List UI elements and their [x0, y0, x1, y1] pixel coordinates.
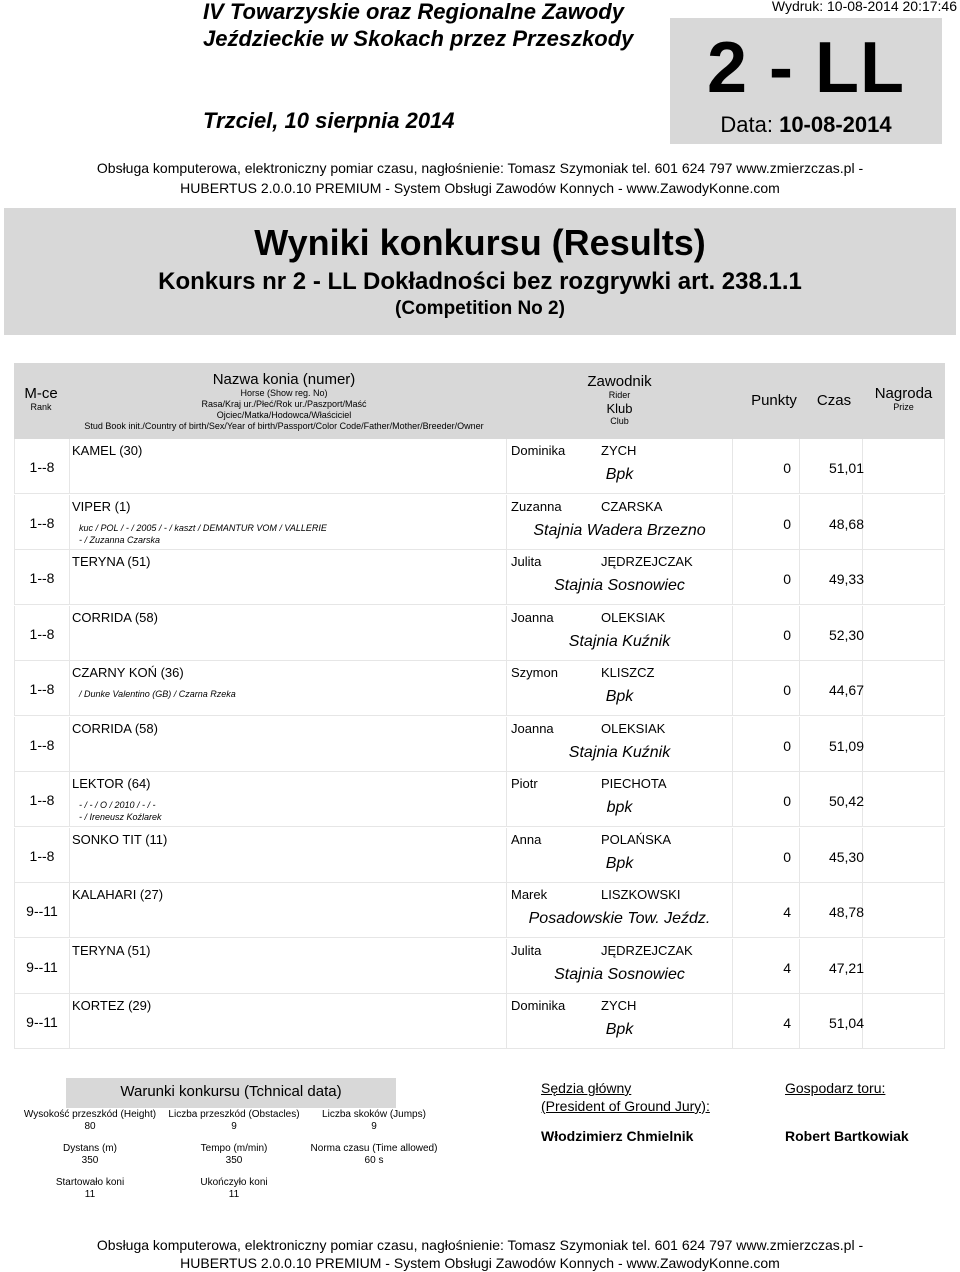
- horse-name: KORTEZ (29): [72, 998, 152, 1013]
- horse-cell: [69, 661, 507, 716]
- judge-block: [541, 1079, 710, 1145]
- rank: 1--8: [29, 514, 55, 531]
- table-row: [14, 883, 945, 938]
- started-label: Startowało koni: [55, 1177, 125, 1188]
- rank-cell: [14, 939, 70, 994]
- horse-name: KALAHARI (27): [72, 887, 164, 902]
- horse-name: TERYNA (51): [72, 942, 151, 958]
- rank: 1--8: [29, 625, 55, 642]
- speed-value: 350: [225, 1155, 243, 1166]
- table-row: [14, 939, 945, 994]
- points: 0: [783, 737, 791, 754]
- rider-last-name: POLAŃSKA: [601, 831, 672, 847]
- competition-subtitle: Konkurs nr 2 - LL Dokładności bez rozgrywki art. 238.1.1: [158, 268, 802, 295]
- distance-field: [15, 1143, 165, 1167]
- horse-name: SONKO TIT (11): [72, 831, 168, 847]
- horse-info-line1: / Dunke Valentino (GB) / Czarna Rzeka: [79, 689, 236, 699]
- time-cell: [800, 606, 863, 661]
- horse-cell: [69, 883, 507, 938]
- time-cell: [800, 495, 863, 550]
- horse-cell: [69, 717, 507, 772]
- points-cell: [733, 717, 800, 772]
- time-cell: [800, 828, 863, 883]
- points-cell: [733, 994, 800, 1049]
- rider-cell: [507, 883, 733, 938]
- jumps-label: Liczba skoków (Jumps): [322, 1109, 426, 1120]
- table-row: [14, 828, 945, 883]
- rider-last-name: ZYCH: [601, 443, 637, 458]
- time: 44,67: [828, 682, 864, 698]
- table-row: [14, 772, 945, 827]
- speed-field: [159, 1143, 309, 1167]
- time: 48,78: [828, 904, 864, 920]
- started-field: [15, 1177, 165, 1201]
- event-title: IV Towarzyskie oraz Regionalne Zawody Jeździeckie w Skokach przez Przeszkody: [203, 0, 634, 51]
- rider-cell: [507, 550, 733, 605]
- footer-line-1: Obsługa komputerowa, elektroniczny pomiar czasu, nagłośnienie: Tomasz Szymoniak tel. 601 624 797 www.zmierzczas.pl -: [96, 1237, 864, 1253]
- horse-cell: [69, 439, 507, 494]
- prize-cell: [863, 939, 945, 994]
- col-prize: [863, 385, 944, 413]
- time-cell: [800, 883, 863, 938]
- rider-first-name: Julita: [511, 554, 542, 569]
- rider-first-name: Joanna: [511, 609, 554, 625]
- obstacles-field: [159, 1109, 309, 1133]
- finished-field: [159, 1177, 309, 1201]
- rider-last-name: KLISZCZ: [601, 665, 655, 680]
- obstacles-value: 9: [231, 1121, 237, 1132]
- judge-label-en: (President of Ground Jury):: [541, 1098, 710, 1114]
- points: 0: [783, 793, 791, 809]
- points: 0: [783, 515, 791, 532]
- rank-cell: [14, 661, 70, 716]
- judge-name: Włodzimierz Chmielnik: [541, 1128, 694, 1144]
- club-name: Bpk: [605, 1021, 634, 1038]
- rider-cell: [507, 661, 733, 716]
- results-banner: [4, 208, 956, 335]
- points: 4: [783, 959, 791, 976]
- judge-label: Sędzia główny: [541, 1080, 632, 1096]
- time-cell: [800, 994, 863, 1049]
- speed-label: Tempo (m/min): [200, 1143, 268, 1154]
- points-cell: [733, 495, 800, 550]
- club-name: bpk: [606, 799, 633, 816]
- table-header: [14, 363, 945, 439]
- event-date: Trzciel, 10 sierpnia 2014: [203, 108, 455, 133]
- points-cell: [733, 606, 800, 661]
- time-cell: [800, 717, 863, 772]
- rank-cell: [14, 717, 70, 772]
- horse-cell: [69, 828, 507, 883]
- time: 49,33: [828, 571, 864, 587]
- date-label: Data:: [720, 112, 773, 137]
- horse-name: KAMEL (30): [72, 443, 143, 458]
- time-cell: [800, 772, 863, 827]
- rank: 1--8: [29, 847, 55, 864]
- horse-cell: [69, 495, 507, 550]
- rank-cell: [14, 439, 70, 494]
- rank: 9--11: [26, 958, 58, 975]
- time: 51,09: [828, 737, 864, 754]
- obstacles-label: Liczba przeszkód (Obstacles): [168, 1109, 300, 1120]
- rider-last-name: JĘDRZEJCZAK: [601, 554, 693, 569]
- time-cell: [800, 939, 863, 994]
- col-time: [806, 392, 862, 409]
- rank-cell: [14, 883, 70, 938]
- horse-name: CORRIDA (58): [72, 609, 158, 625]
- distance-value: 350: [81, 1155, 99, 1166]
- time-cell: [800, 661, 863, 716]
- rider-first-name: Dominika: [511, 443, 566, 458]
- competition-code-box: [670, 18, 942, 144]
- horse-info: [79, 522, 327, 546]
- service-info-top: [40, 158, 920, 198]
- service-line-2: HUBERTUS 2.0.0.10 PREMIUM - System Obsługi Zawodów Konnych - www.ZawodyKonne.com: [180, 180, 780, 196]
- table-row: [14, 550, 945, 605]
- service-line-1: Obsługa komputerowa, elektroniczny pomiar czasu, nagłośnienie: Tomasz Szymoniak tel. 601 624 797 www.zmierzczas.pl -: [96, 160, 864, 176]
- rider-last-name: PIECHOTA: [601, 776, 667, 791]
- horse-name: CORRIDA (58): [72, 720, 158, 736]
- rider-first-name: Piotr: [511, 776, 538, 791]
- col-rider-en: Rider: [608, 390, 631, 400]
- club-name: Bpk: [605, 688, 634, 705]
- rider-cell: [507, 828, 733, 883]
- rank-cell: [14, 994, 70, 1049]
- rank: 9--11: [26, 903, 58, 919]
- horse-info-line2: - / Ireneusz Koźlarek: [79, 812, 162, 822]
- rank-cell: [14, 550, 70, 605]
- time: 45,30: [828, 848, 864, 865]
- col-horse-line2: Rasa/Kraj ur./Płeć/Rok ur./Paszport/Maść: [201, 399, 367, 409]
- col-horse-label: Nazwa konia (numer): [212, 371, 356, 388]
- rank: 9--11: [26, 1014, 58, 1030]
- prize-cell: [863, 495, 945, 550]
- prize-cell: [863, 717, 945, 772]
- rider-last-name: OLEKSIAK: [601, 609, 666, 625]
- col-horse-line4: Stud Book init./Country of birth/Sex/Year of birth/Passport/Color Code/Father/Mother/Breeder/Owner: [84, 421, 484, 431]
- col-horse: [74, 371, 494, 432]
- course-designer-label: Gospodarz toru:: [785, 1080, 886, 1096]
- jumps-value: 9: [371, 1121, 377, 1132]
- rider-last-name: ZYCH: [601, 998, 637, 1013]
- col-club-en: Club: [610, 416, 629, 426]
- height-field: [15, 1109, 165, 1133]
- points: 0: [783, 682, 791, 698]
- club-name: Stajnia Kuźnik: [568, 743, 671, 761]
- points-cell: [733, 939, 800, 994]
- footer-line-2: HUBERTUS 2.0.0.10 PREMIUM - System Obsługi Zawodów Konnych - www.ZawodyKonne.com: [180, 1255, 780, 1271]
- horse-name: LEKTOR (64): [72, 776, 151, 791]
- table-row: [14, 606, 945, 661]
- rider-first-name: Anna: [511, 831, 542, 847]
- horse-cell: [69, 550, 507, 605]
- points: 4: [783, 1015, 791, 1031]
- horse-info: [79, 688, 236, 700]
- print-timestamp: Wydruk: 10-08-2014 20:17:46: [771, 0, 957, 14]
- col-prize-label: Nagroda: [874, 385, 933, 402]
- prize-cell: [863, 772, 945, 827]
- horse-info-line1: kuc / POL / - / 2005 / - / kaszt / DEMANTUR VOM / VALLERIE: [79, 522, 327, 533]
- points-cell: [733, 883, 800, 938]
- time-cell: [800, 550, 863, 605]
- finished-label: Ukończyło koni: [200, 1177, 268, 1188]
- col-club-label: Klub: [606, 401, 633, 416]
- rider-last-name: OLEKSIAK: [601, 720, 666, 736]
- rider-first-name: Julita: [511, 942, 542, 958]
- horse-info-line1: - / - / O / 2010 / - / -: [79, 800, 156, 810]
- technical-data-title: Warunki konkursu (Tchnical data): [120, 1083, 342, 1100]
- horse-cell: [69, 606, 507, 661]
- horse-cell: [69, 994, 507, 1049]
- rank: 1--8: [29, 792, 55, 808]
- jumps-field: [299, 1109, 449, 1133]
- rider-first-name: Marek: [511, 887, 548, 902]
- time: 47,21: [828, 959, 864, 976]
- rank: 1--8: [29, 681, 55, 697]
- course-designer-name: Robert Bartkowiak: [785, 1128, 909, 1144]
- col-prize-en: Prize: [893, 402, 914, 412]
- time: 52,30: [828, 626, 864, 643]
- horse-cell: [69, 772, 507, 827]
- rank: 1--8: [29, 459, 55, 475]
- height-label: Wysokość przeszkód (Height): [23, 1109, 157, 1120]
- horse-name: VIPER (1): [72, 498, 131, 514]
- horse-cell: [69, 939, 507, 994]
- col-points: [733, 392, 815, 409]
- results-title: Wyniki konkursu (Results): [254, 222, 706, 263]
- rider-first-name: Joanna: [511, 720, 554, 736]
- prize-cell: [863, 828, 945, 883]
- horse-info-line2: - / Zuzanna Czarska: [79, 534, 161, 545]
- prize-cell: [863, 883, 945, 938]
- time-allowed-field: [299, 1143, 449, 1167]
- prize-cell: [863, 661, 945, 716]
- course-designer-block: [785, 1079, 909, 1145]
- col-time-label: Czas: [816, 392, 852, 409]
- rider-last-name: JĘDRZEJCZAK: [601, 942, 693, 958]
- competition-code: 2 - LL: [707, 28, 905, 108]
- col-rider: [507, 373, 732, 427]
- prize-cell: [863, 994, 945, 1049]
- table-row: [14, 439, 945, 494]
- rider-cell: [507, 994, 733, 1049]
- rank-cell: [14, 828, 70, 883]
- started-value: 11: [84, 1189, 96, 1200]
- points-cell: [733, 550, 800, 605]
- rider-cell: [507, 439, 733, 494]
- table-row: [14, 661, 945, 716]
- date-value: 10-08-2014: [779, 112, 892, 137]
- horse-name: CZARNY KOŃ (36): [72, 665, 184, 680]
- rank-cell: [14, 495, 70, 550]
- rider-first-name: Szymon: [511, 665, 558, 680]
- rider-last-name: LISZKOWSKI: [601, 887, 681, 902]
- time-allowed-label: Norma czasu (Time allowed): [310, 1143, 438, 1154]
- rank: 1--8: [29, 736, 55, 753]
- prize-cell: [863, 550, 945, 605]
- rank: 1--8: [29, 570, 55, 586]
- rank-cell: [14, 606, 70, 661]
- horse-name: TERYNA (51): [72, 554, 151, 569]
- finished-value: 11: [228, 1189, 240, 1200]
- col-rank-label: M-ce: [24, 385, 58, 402]
- club-name: Stajnia Sosnowiec: [554, 965, 685, 983]
- col-rider-label: Zawodnik: [587, 373, 652, 390]
- club-name: Stajnia Kuźnik: [568, 632, 671, 650]
- competition-number: (Competition No 2): [395, 298, 565, 319]
- technical-data-header: [66, 1078, 396, 1108]
- col-horse-line3: Ojciec/Matka/Hodowca/Właściciel: [216, 410, 352, 420]
- col-rank: [14, 385, 68, 413]
- club-name: Stajnia Sosnowiec: [554, 577, 685, 594]
- col-rank-en: Rank: [30, 402, 52, 412]
- club-name: Posadowskie Tow. Jeźdz.: [528, 910, 711, 927]
- time-allowed-value: 60 s: [364, 1155, 384, 1166]
- club-name: Bpk: [605, 466, 634, 483]
- time-cell: [800, 439, 863, 494]
- competition-date: [670, 112, 942, 138]
- rider-last-name: CZARSKA: [601, 498, 663, 514]
- time: 51,04: [828, 1015, 864, 1031]
- height-value: 80: [84, 1121, 96, 1132]
- prize-cell: [863, 439, 945, 494]
- horse-info: [79, 799, 162, 823]
- col-horse-en: Horse (Show reg. No): [240, 388, 328, 398]
- time: 51,01: [828, 460, 864, 476]
- rider-first-name: Dominika: [511, 998, 566, 1013]
- points-cell: [733, 772, 800, 827]
- rider-cell: [507, 495, 733, 550]
- points: 0: [783, 626, 791, 643]
- table-row: [14, 495, 945, 550]
- col-points-label: Punkty: [751, 392, 797, 409]
- points: 0: [783, 460, 791, 476]
- rider-cell: [507, 717, 733, 772]
- points: 4: [783, 904, 791, 920]
- rider-cell: [507, 772, 733, 827]
- distance-label: Dystans (m): [63, 1143, 117, 1154]
- points-cell: [733, 439, 800, 494]
- service-info-bottom: [40, 1236, 920, 1272]
- points: 0: [783, 571, 791, 587]
- table-row: [14, 994, 945, 1049]
- club-name: Stajnia Wadera Brzezno: [533, 521, 706, 539]
- prize-cell: [863, 606, 945, 661]
- rider-cell: [507, 606, 733, 661]
- table-row: [14, 717, 945, 772]
- time: 48,68: [828, 515, 864, 532]
- rider-first-name: Zuzanna: [511, 498, 562, 514]
- time: 50,42: [828, 793, 864, 809]
- rider-cell: [507, 939, 733, 994]
- points: 0: [783, 848, 791, 865]
- points-cell: [733, 661, 800, 716]
- rank-cell: [14, 772, 70, 827]
- points-cell: [733, 828, 800, 883]
- club-name: Bpk: [605, 854, 634, 872]
